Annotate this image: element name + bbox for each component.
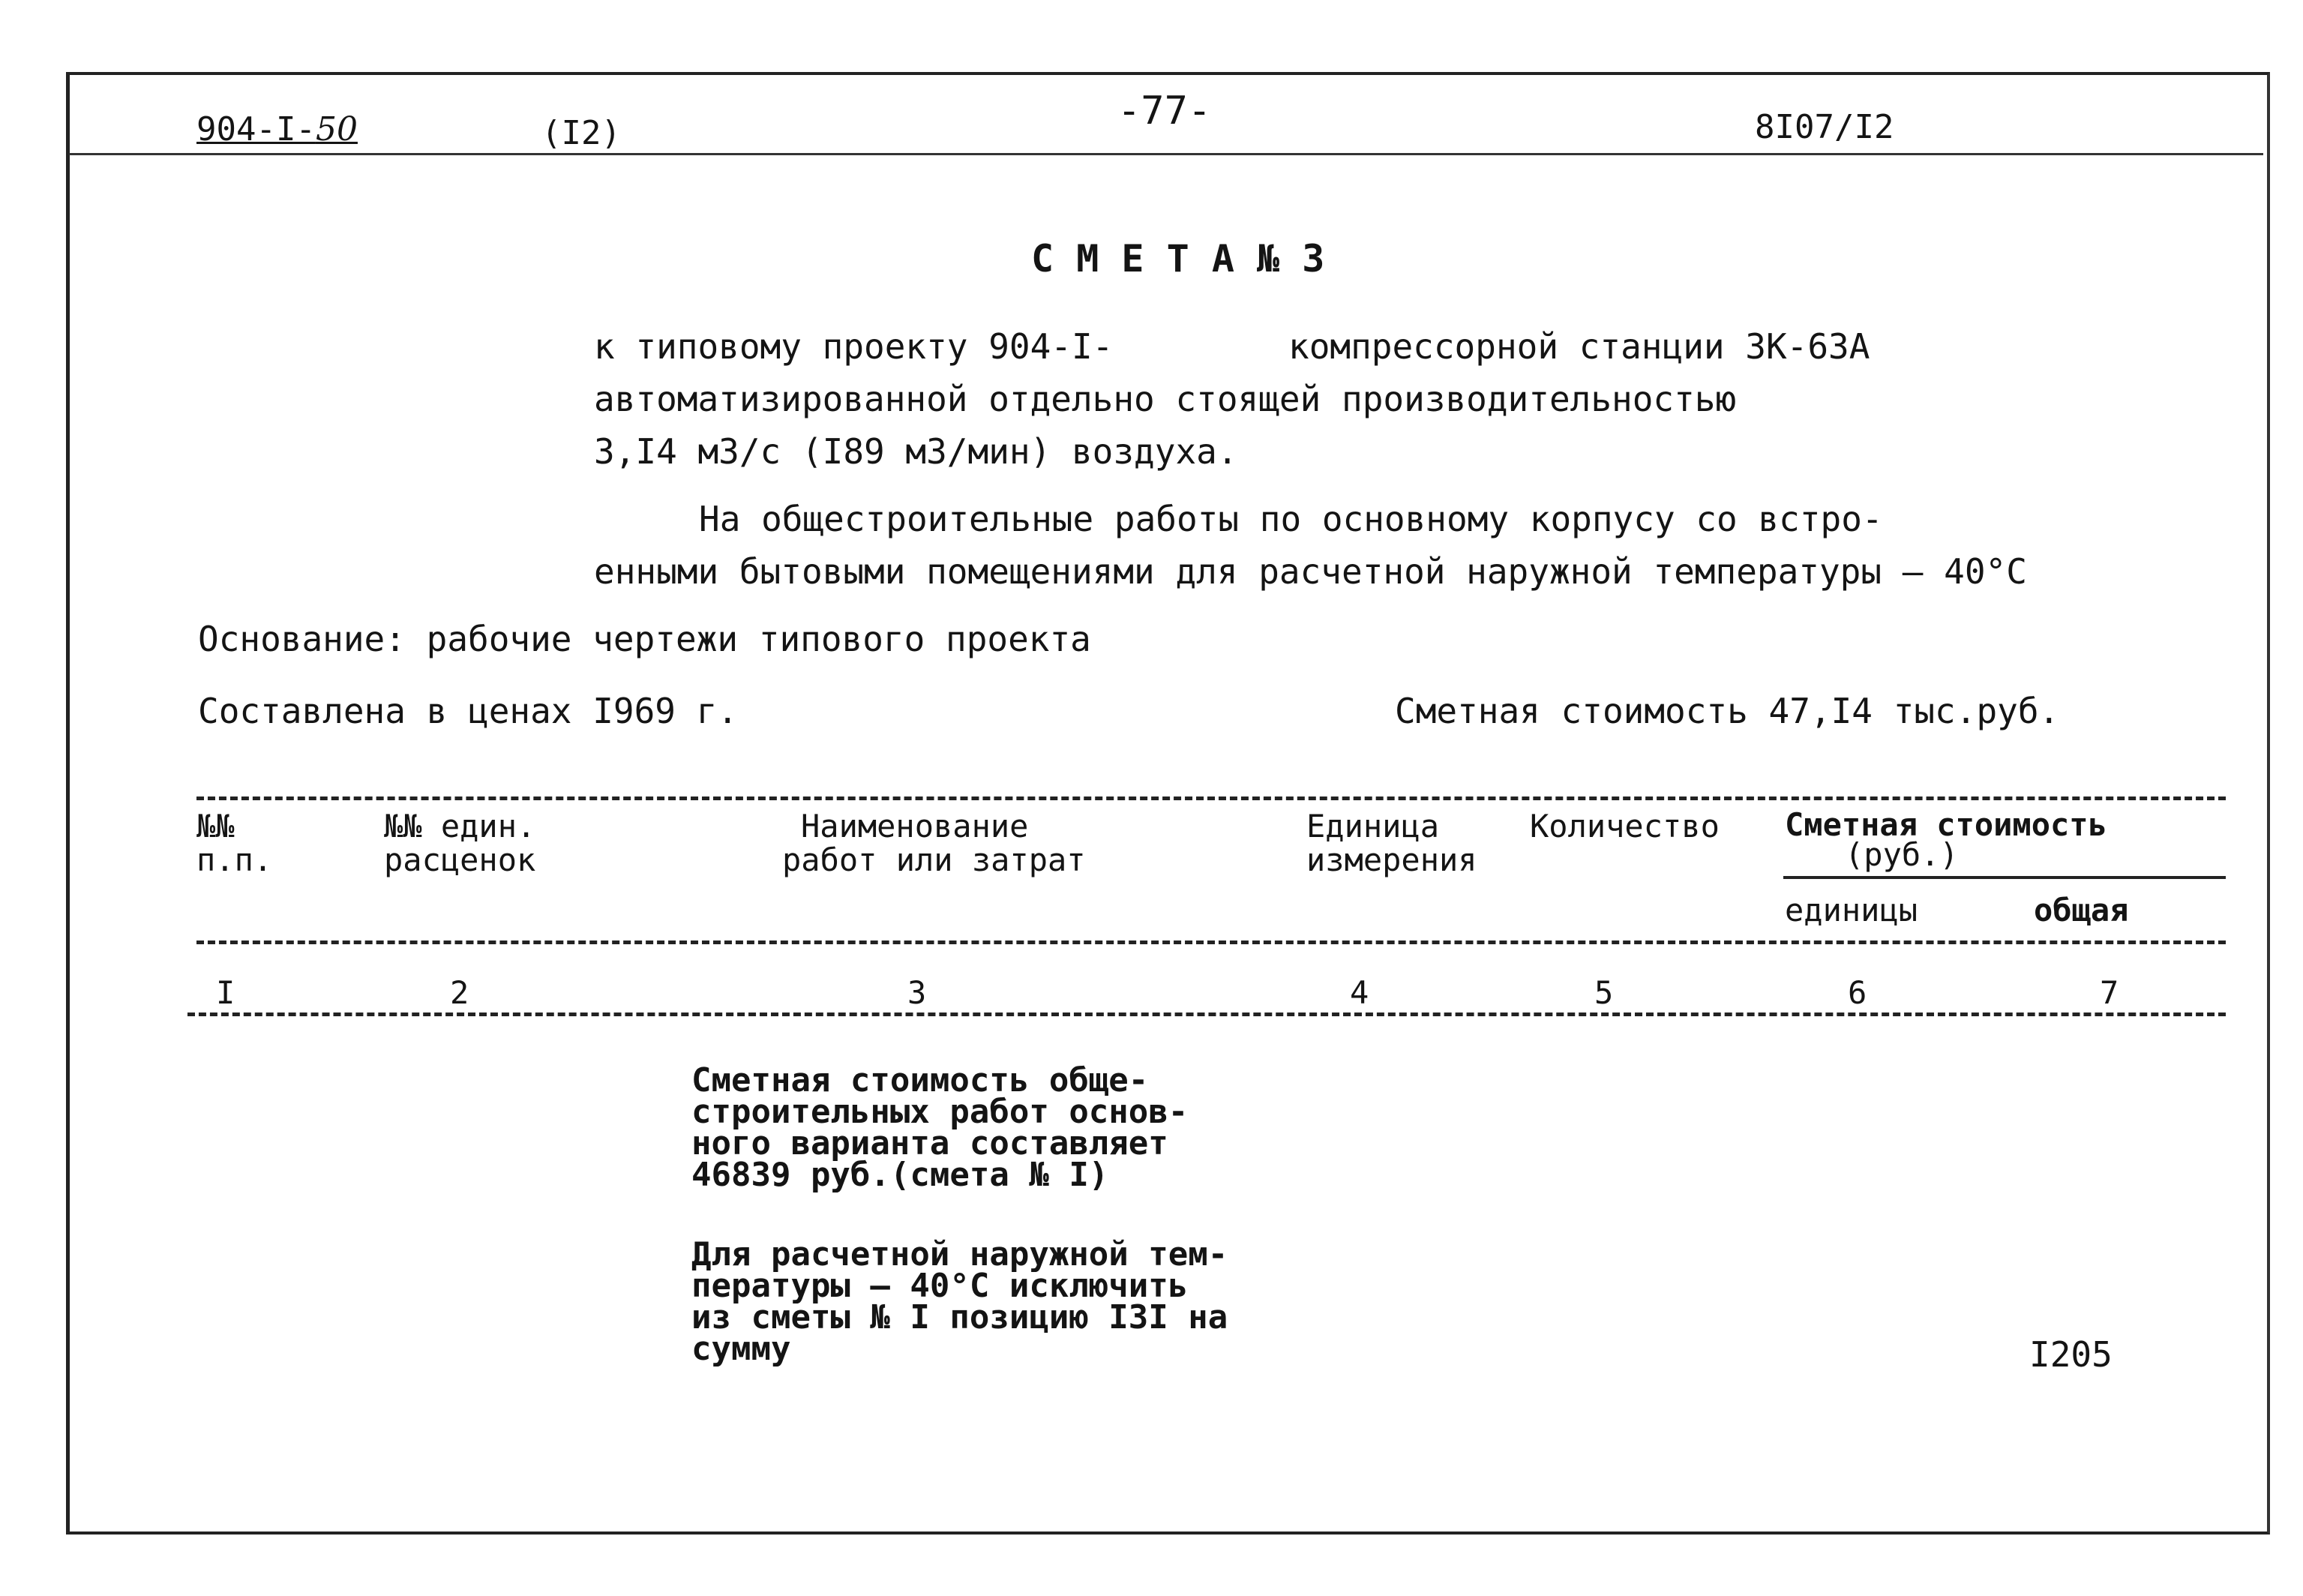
- compiled-text: Составлена в ценах I969 г.: [198, 691, 739, 731]
- project-code: 904-I-50: [196, 110, 358, 148]
- description-line-1a: к типовому проекту 904-I-: [594, 326, 1114, 367]
- description-line-3: 3,I4 м3/с (I89 м3/мин) воздуха.: [594, 431, 1238, 472]
- col-header-2b: расценок: [384, 842, 536, 878]
- column-number-2: 2: [450, 974, 469, 1011]
- header-divider: [69, 153, 2263, 155]
- col-header-7: общая: [2034, 892, 2129, 928]
- description-line-1b: компрессорной станции ЗК-63А: [1288, 326, 1870, 367]
- note-1-line: Сметная стоимость обще-: [691, 1061, 1149, 1100]
- column-number-5: 5: [1594, 974, 1614, 1011]
- project-code-handwritten: 50: [315, 110, 358, 148]
- estimated-cost: Сметная стоимость 47,I4 тыс.руб.: [1395, 691, 2060, 731]
- column-number-3: 3: [907, 974, 927, 1011]
- note-2-line: из сметы № I позицию I3I на: [691, 1298, 1228, 1336]
- col-header-3a: Наименование: [801, 808, 1029, 844]
- note-2-line: Для расчетной наружной тем-: [691, 1235, 1228, 1274]
- note-2-line: сумму: [691, 1330, 791, 1368]
- col-header-67b: (руб.): [1845, 836, 1959, 873]
- col-header-2a: №№ един.: [384, 808, 536, 844]
- document-title: С М Е Т А № 3: [1031, 237, 1325, 280]
- col-header-1a: №№: [196, 808, 235, 844]
- col-header-1b: п.п.: [196, 842, 273, 878]
- table-top-rule: [196, 796, 2226, 800]
- note-1-line: 46839 руб.(смета № I): [691, 1156, 1109, 1194]
- col-header-67a: Сметная стоимость: [1785, 806, 2107, 843]
- note-1-line: ного варианта составляет: [691, 1124, 1168, 1162]
- description-line-5: енными бытовыми помещениями для расчетной наружной температуры – 40°С: [594, 551, 2027, 592]
- note-1: [691, 1061, 1189, 1194]
- column-number-1: I: [216, 974, 235, 1011]
- column-number-6: 6: [1848, 974, 1867, 1011]
- basis-text: Основание: рабочие чертежи типового проекта: [198, 619, 1091, 659]
- document-number: 8I07/I2: [1755, 108, 1894, 146]
- column-number-7: 7: [2100, 974, 2119, 1011]
- cost-subheader-rule: [1783, 876, 2226, 879]
- note-2: [691, 1235, 1228, 1368]
- description-line-4: На общестроительные работы по основному корпусу со встро-: [699, 499, 1883, 539]
- issue-number: (I2): [541, 114, 621, 152]
- note-2-line: пературы – 40°С исключить: [691, 1267, 1189, 1305]
- col-header-4a: Единица: [1306, 808, 1440, 844]
- table-header-rule: [196, 940, 2226, 944]
- column-number-rule: [187, 1012, 2226, 1016]
- column-number-4: 4: [1350, 974, 1369, 1011]
- exclusion-amount: I205: [2029, 1334, 2113, 1375]
- note-1-line: строительных работ основ-: [691, 1093, 1189, 1131]
- description-line-2: автоматизированной отдельно стоящей производительностью: [594, 379, 1737, 419]
- col-header-5: Количество: [1530, 808, 1720, 844]
- col-header-3b: работ или затрат: [782, 842, 1086, 878]
- page-number: -77-: [1117, 88, 1212, 134]
- col-header-6: единицы: [1785, 892, 1918, 928]
- col-header-4b: измерения: [1306, 842, 1477, 878]
